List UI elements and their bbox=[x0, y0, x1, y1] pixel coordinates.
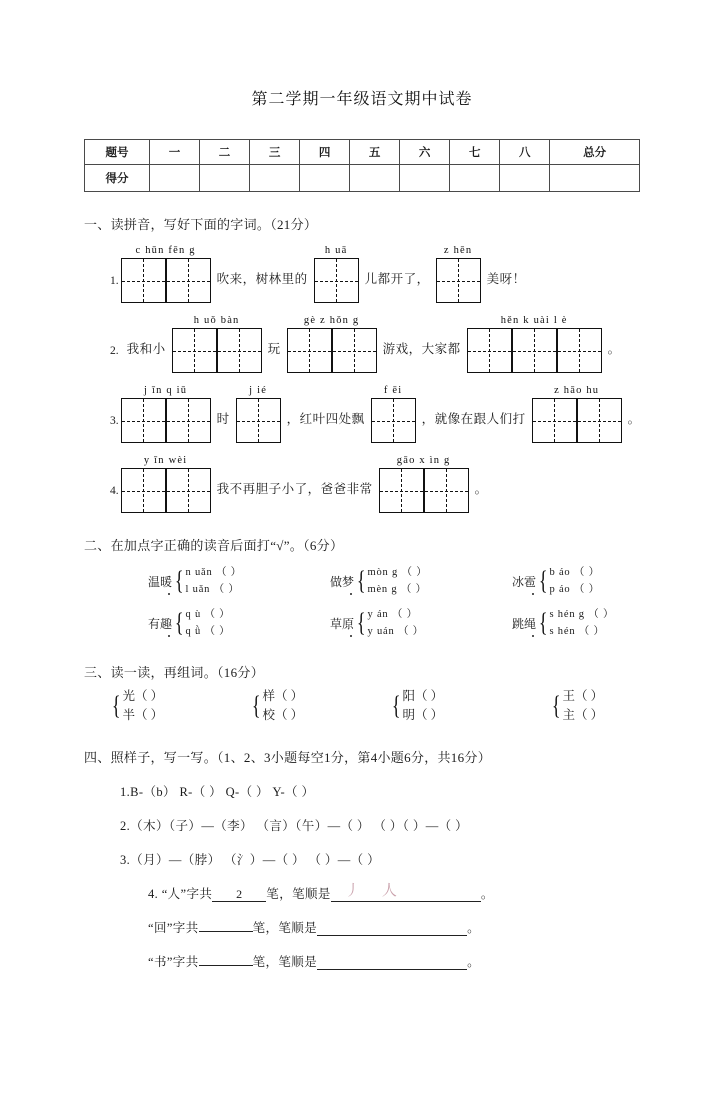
q1-row-number: 3. bbox=[110, 415, 119, 427]
character-box[interactable] bbox=[467, 328, 512, 373]
column-5: 五 bbox=[350, 140, 400, 165]
character-box[interactable] bbox=[512, 328, 557, 373]
section-4-body bbox=[0, 782, 724, 970]
dotted-word-label: 温暖 bbox=[148, 573, 172, 590]
table-row-header bbox=[85, 140, 640, 165]
q3-row bbox=[110, 687, 724, 725]
tianzige-boxes bbox=[371, 398, 416, 443]
dotted-word-label: 草原 bbox=[330, 615, 354, 632]
brace-glyph: { bbox=[538, 566, 548, 595]
score-cell-total[interactable] bbox=[550, 165, 640, 192]
q1-sentence-text: ，红叶四处飘 bbox=[286, 412, 365, 426]
word-build-item[interactable]: 王（ ） bbox=[562, 689, 604, 703]
section-heading-3: 三、读一读，再组词。（16分） bbox=[84, 665, 265, 680]
pinyin-box-group bbox=[532, 384, 622, 443]
tianzige-boxes bbox=[121, 398, 211, 443]
pronunciation-options bbox=[368, 606, 425, 640]
brace-glyph: { bbox=[111, 691, 121, 720]
pronunciation-option[interactable]: mòn g （ ） bbox=[367, 567, 428, 578]
pinyin-label: hěn k uài l è bbox=[500, 315, 568, 326]
brace-glyph: { bbox=[391, 691, 401, 720]
dotted-word-label: 有趣 bbox=[148, 615, 172, 632]
brace-glyph: { bbox=[174, 608, 184, 637]
q1-sentence-text: 儿都开了， bbox=[364, 272, 430, 286]
tianzige-boxes bbox=[287, 328, 377, 373]
score-cell-8[interactable] bbox=[500, 165, 550, 192]
q4-item-5-prefix: “回”字共 bbox=[148, 921, 199, 935]
pronunciation-options bbox=[186, 564, 243, 598]
q1-row bbox=[110, 457, 724, 513]
word-build-pair bbox=[550, 687, 690, 725]
tianzige-boxes bbox=[236, 398, 281, 443]
pinyin-box-group bbox=[121, 454, 211, 513]
character-box[interactable] bbox=[166, 468, 211, 513]
score-cell-5[interactable] bbox=[350, 165, 400, 192]
q1-sentence-text: 美呀！ bbox=[486, 272, 526, 286]
q2-row bbox=[148, 564, 724, 598]
pronunciation-option[interactable]: b áo （ ） bbox=[549, 567, 600, 578]
section-heading-4: 四、照样子，写一写。（1、2、3小题每空1分，第4小题6分，共16分） bbox=[84, 750, 491, 765]
emphasis-dot bbox=[532, 635, 534, 637]
column-8: 八 bbox=[500, 140, 550, 165]
score-table bbox=[84, 139, 640, 192]
character-box[interactable] bbox=[121, 468, 166, 513]
tianzige-boxes bbox=[379, 468, 469, 513]
q4-item-4-stroke-count[interactable]: 2 bbox=[212, 887, 266, 902]
section-2-body bbox=[0, 564, 724, 640]
word-build-pair bbox=[390, 687, 550, 725]
column-7: 七 bbox=[450, 140, 500, 165]
word-build-item[interactable]: 明（ ） bbox=[402, 708, 444, 722]
brace-glyph: { bbox=[174, 566, 184, 595]
q1-sentence-text: ，就像在跟人们打 bbox=[421, 412, 526, 426]
score-cell-4[interactable] bbox=[300, 165, 350, 192]
brace-glyph: { bbox=[551, 691, 561, 720]
dotted-word-label: 冰雹 bbox=[512, 573, 536, 590]
word-build-item[interactable]: 半（ ） bbox=[122, 708, 164, 722]
q4-item-6-stroke-order-blank[interactable] bbox=[317, 955, 467, 970]
score-cell-7[interactable] bbox=[450, 165, 500, 192]
character-box[interactable] bbox=[236, 398, 281, 443]
brace-glyph: { bbox=[356, 566, 366, 595]
q4-item-4 bbox=[148, 884, 724, 902]
tianzige-boxes bbox=[314, 258, 359, 303]
q1-sentence-text: 游戏，大家都 bbox=[382, 342, 461, 356]
q4-item-5 bbox=[148, 918, 724, 936]
pronunciation-option[interactable]: s hén g （ ） bbox=[549, 609, 615, 620]
q4-item-5-stroke-count[interactable] bbox=[199, 931, 253, 932]
pronunciation-options bbox=[368, 564, 428, 598]
character-box[interactable] bbox=[217, 328, 262, 373]
character-box[interactable] bbox=[371, 398, 416, 443]
q1-sentence-text: 。 bbox=[627, 412, 641, 426]
pinyin-label: h uā bbox=[324, 245, 348, 256]
score-cell-1[interactable] bbox=[150, 165, 200, 192]
q1-row bbox=[110, 317, 724, 373]
word-build-item[interactable]: 校（ ） bbox=[262, 708, 304, 722]
section-heading-2: 二、在加点字正确的读音后面打“√”。（6分） bbox=[84, 538, 344, 553]
q1-row-number: 4. bbox=[110, 485, 119, 497]
section-heading-1: 一、读拼音，写好下面的字词。（21分） bbox=[84, 217, 318, 232]
q1-row bbox=[110, 247, 724, 303]
pronunciation-choice-group bbox=[148, 606, 296, 640]
handwritten-strokes: 丿人 bbox=[344, 883, 419, 899]
column-4: 四 bbox=[300, 140, 350, 165]
pronunciation-choice-group bbox=[148, 564, 296, 598]
section-3-body bbox=[0, 687, 724, 725]
row-label-question-no: 题号 bbox=[85, 140, 150, 165]
pronunciation-choice-group bbox=[512, 606, 660, 640]
pair-items bbox=[262, 687, 303, 725]
pinyin-box-group bbox=[314, 244, 359, 303]
tianzige-boxes bbox=[436, 258, 481, 303]
pair-items bbox=[402, 687, 443, 725]
q4-item-3[interactable]: 3.（月）—（脖） （氵）—（ ） （ ）—（ ） bbox=[120, 853, 381, 867]
pronunciation-options bbox=[186, 606, 231, 640]
emphasis-dot bbox=[168, 635, 170, 637]
score-cell-3[interactable] bbox=[250, 165, 300, 192]
q1-sentence-text: 。 bbox=[474, 482, 488, 496]
section-1-body bbox=[0, 247, 724, 513]
q1-row bbox=[110, 387, 724, 443]
q4-item-2[interactable]: 2.（木）（子）—（李） （言）（午）—（ ） （ ）（ ）—（ ） bbox=[120, 819, 468, 833]
q4-item-6-prefix: “书”字共 bbox=[148, 955, 199, 969]
column-2: 二 bbox=[200, 140, 250, 165]
q1-sentence-text: 吹来，树林里的 bbox=[216, 272, 308, 286]
q1-row-number: 2. bbox=[110, 345, 119, 357]
pronunciation-options bbox=[550, 564, 600, 598]
q4-item-6-mid: 笔，笔顺是 bbox=[252, 955, 318, 969]
pinyin-box-group bbox=[467, 314, 602, 373]
pinyin-box-group bbox=[379, 454, 469, 513]
score-cell-6[interactable] bbox=[400, 165, 450, 192]
pinyin-box-group bbox=[436, 244, 481, 303]
word-build-item[interactable]: 阳（ ） bbox=[402, 689, 444, 703]
q1-sentence-text: 。 bbox=[607, 342, 621, 356]
q2-row bbox=[148, 606, 724, 640]
pronunciation-choice-group bbox=[512, 564, 660, 598]
pronunciation-option[interactable]: mèn g （ ） bbox=[367, 584, 427, 595]
emphasis-dot bbox=[350, 593, 352, 595]
pinyin-label: f ēi bbox=[383, 385, 403, 396]
pronunciation-option[interactable]: p áo （ ） bbox=[549, 584, 600, 595]
pinyin-label: z hāo hu bbox=[554, 385, 600, 396]
pinyin-label: gè z hǒn g bbox=[303, 315, 360, 326]
table-row-scores bbox=[85, 165, 640, 192]
pinyin-label: h uǒ bàn bbox=[193, 315, 240, 326]
pinyin-box-group bbox=[287, 314, 377, 373]
pronunciation-options bbox=[550, 606, 615, 640]
q4-item-5-suffix: 。 bbox=[467, 921, 481, 935]
character-box[interactable] bbox=[314, 258, 359, 303]
pronunciation-option[interactable]: s hén （ ） bbox=[549, 626, 605, 637]
pronunciation-choice-group bbox=[330, 564, 478, 598]
emphasis-dot bbox=[532, 593, 534, 595]
character-box[interactable] bbox=[436, 258, 481, 303]
pinyin-box-group bbox=[371, 384, 416, 443]
character-box[interactable] bbox=[172, 328, 217, 373]
pinyin-label: j īn q iū bbox=[144, 385, 188, 396]
character-box[interactable] bbox=[424, 468, 469, 513]
character-box[interactable] bbox=[121, 258, 166, 303]
tianzige-boxes bbox=[121, 258, 211, 303]
pinyin-box-group bbox=[172, 314, 262, 373]
word-build-item[interactable]: 主（ ） bbox=[562, 708, 604, 722]
pinyin-label: z hēn bbox=[443, 245, 473, 256]
character-box[interactable] bbox=[532, 398, 577, 443]
pair-items bbox=[122, 687, 163, 725]
emphasis-dot bbox=[350, 635, 352, 637]
character-box[interactable] bbox=[577, 398, 622, 443]
tianzige-boxes bbox=[172, 328, 262, 373]
q4-item-5-stroke-order-blank[interactable] bbox=[317, 921, 467, 936]
pair-items bbox=[562, 687, 603, 725]
exam-page bbox=[0, 86, 724, 1110]
pronunciation-choice-group bbox=[330, 606, 478, 640]
pronunciation-option[interactable]: l uǎn （ ） bbox=[185, 584, 240, 595]
word-build-item[interactable]: 光（ ） bbox=[122, 689, 164, 703]
pinyin-label: y īn wèi bbox=[143, 455, 188, 466]
pinyin-label: c hūn fēn g bbox=[135, 245, 196, 256]
q4-item-6-stroke-count[interactable] bbox=[199, 965, 253, 966]
column-total: 总分 bbox=[550, 140, 640, 165]
q4-item-4-prefix: 4. “人”字共 bbox=[148, 887, 213, 901]
q1-sentence-text: 我不再胆子小了，爸爸非常 bbox=[216, 482, 373, 496]
pronunciation-option[interactable]: n uǎn （ ） bbox=[185, 567, 242, 578]
tianzige-boxes bbox=[467, 328, 602, 373]
pinyin-box-group bbox=[236, 384, 281, 443]
q4-item-4-suffix: 。 bbox=[480, 887, 494, 901]
column-1: 一 bbox=[150, 140, 200, 165]
word-build-pair bbox=[110, 687, 250, 725]
row-label-score: 得分 bbox=[85, 165, 150, 192]
q1-sentence-text: 玩 bbox=[267, 342, 281, 356]
tianzige-boxes bbox=[532, 398, 622, 443]
q4-item-1[interactable]: 1.B-（b） R-（ ） Q-（ ） Y-（ ） bbox=[120, 785, 315, 799]
q1-sentence-text: 时 bbox=[216, 412, 230, 426]
emphasis-dot bbox=[168, 593, 170, 595]
pinyin-label: j ié bbox=[249, 385, 268, 396]
pronunciation-option[interactable]: y uán （ ） bbox=[367, 626, 424, 637]
score-cell-2[interactable] bbox=[200, 165, 250, 192]
pinyin-label: gāo x ìn g bbox=[396, 455, 451, 466]
brace-glyph: { bbox=[356, 608, 366, 637]
q4-item-6-suffix: 。 bbox=[467, 955, 481, 969]
q4-item-6 bbox=[148, 952, 724, 970]
q4-item-4-mid: 笔，笔顺是 bbox=[266, 887, 331, 901]
dotted-word-label: 跳绳 bbox=[512, 615, 536, 632]
pronunciation-option[interactable]: q ù （ ） bbox=[185, 609, 231, 620]
q1-sentence-text: 我和小 bbox=[126, 342, 166, 356]
pinyin-box-group bbox=[121, 384, 211, 443]
pronunciation-option[interactable]: y án （ ） bbox=[367, 609, 418, 620]
brace-glyph: { bbox=[538, 608, 548, 637]
column-3: 三 bbox=[250, 140, 300, 165]
pinyin-box-group bbox=[121, 244, 211, 303]
tianzige-boxes bbox=[121, 468, 211, 513]
q1-row-number: 1. bbox=[110, 275, 119, 287]
character-box[interactable] bbox=[557, 328, 602, 373]
word-build-item[interactable]: 样（ ） bbox=[262, 689, 304, 703]
column-6: 六 bbox=[400, 140, 450, 165]
brace-glyph: { bbox=[251, 691, 261, 720]
character-box[interactable] bbox=[121, 398, 166, 443]
character-box[interactable] bbox=[379, 468, 424, 513]
character-box[interactable] bbox=[166, 258, 211, 303]
character-box[interactable] bbox=[332, 328, 377, 373]
q4-item-4-stroke-order-blank[interactable] bbox=[331, 883, 481, 902]
character-box[interactable] bbox=[166, 398, 211, 443]
pronunciation-option[interactable]: q ǜ （ ） bbox=[185, 626, 231, 637]
word-build-pair bbox=[250, 687, 390, 725]
page-title: 第二学期一年级语文期中试卷 bbox=[251, 91, 473, 108]
character-box[interactable] bbox=[287, 328, 332, 373]
q4-item-5-mid: 笔，笔顺是 bbox=[252, 921, 318, 935]
dotted-word-label: 做梦 bbox=[330, 573, 354, 590]
